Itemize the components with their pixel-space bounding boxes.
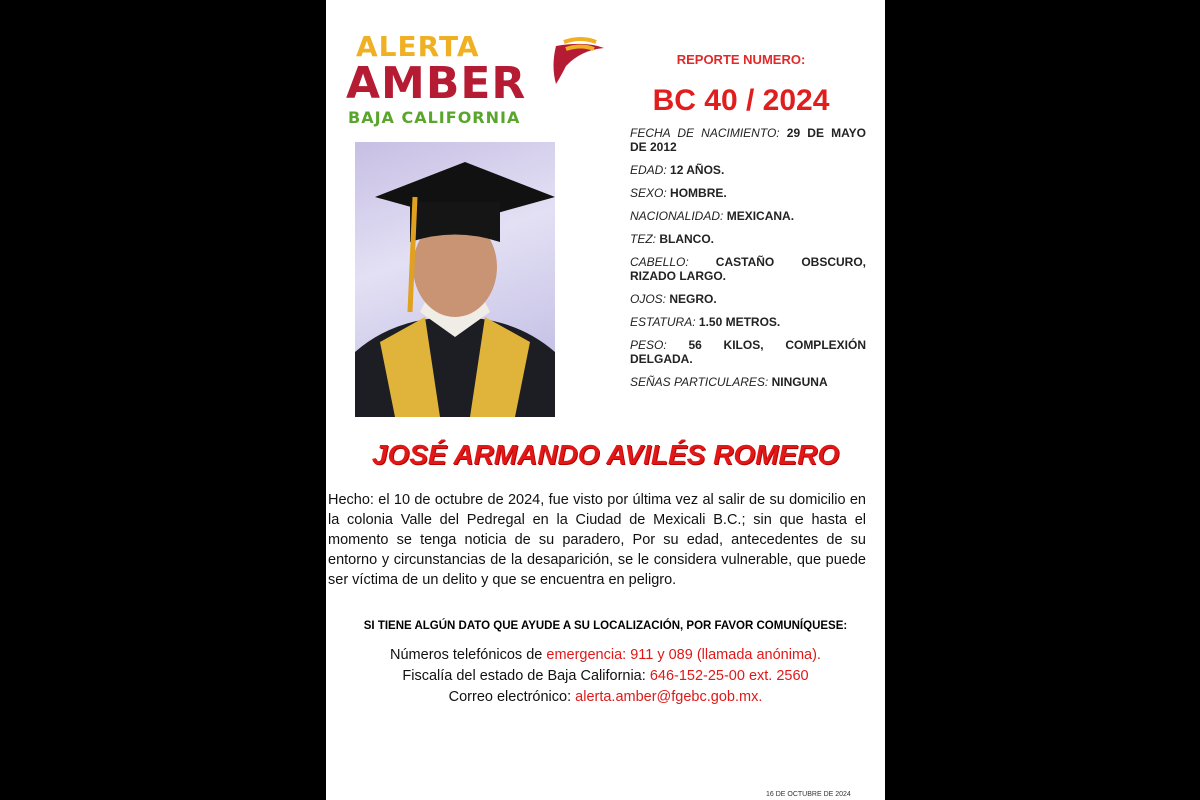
logo-line1: ALERTA <box>356 30 480 63</box>
call-to-action: SI TIENE ALGÚN DATO QUE AYUDE A SU LOCALIZACIÓN, POR FAVOR COMUNÍQUESE: <box>363 620 848 632</box>
contact-emergency: Números telefónicos de emergencia: 911 y 089 (llamada anónima). <box>390 647 821 663</box>
email-link[interactable]: alerta.amber@fgebc.gob.mx. <box>575 689 763 705</box>
detail-weight: PESO: 56 KILOS, COMPLEXIÓN DELGADA. <box>630 338 866 366</box>
contact-email: Correo electrónico: alerta.amber@fgebc.gob.mx. <box>448 689 763 705</box>
person-name: JOSÉ ARMANDO AVILÉS ROMERO <box>371 439 840 470</box>
detail-birthdate: FECHA DE NACIMIENTO: 29 DE MAYO DE 2012 <box>630 126 866 154</box>
report-number: BC 40 / 2024 <box>652 84 830 117</box>
contact-info <box>326 645 885 708</box>
details-list <box>630 126 866 398</box>
contact-fiscalia: Fiscalía del estado de Baja California: 646-152-25-00 ext. 2560 <box>402 668 809 684</box>
detail-nationality: NACIONALIDAD: MEXICANA. <box>630 209 795 223</box>
logo-line2: AMBER <box>346 58 527 109</box>
detail-height: ESTATURA: 1.50 METROS. <box>630 315 781 329</box>
missing-person-photo <box>355 142 555 417</box>
footer-date: 16 DE OCTUBRE DE 2024 <box>766 791 851 798</box>
detail-eyes: OJOS: NEGRO. <box>630 292 717 306</box>
detail-hair: CABELLO: CASTAÑO OBSCURO, RIZADO LARGO. <box>630 255 866 283</box>
incident-description: Hecho: el 10 de octubre de 2024, fue visto por última vez al salir de su domicilio en la colonia Valle del Pedregal en la Ciudad de Mexicali B.C.; sin que hasta el momento se tenga noticia de su paradero, Por su edad, antecedentes de su entorno y circunstancias de la desaparición, se le considera vulnerable, que puede ser víctima de un delito y que se encuentra en peligro. <box>328 492 866 588</box>
logo-line3: BAJA CALIFORNIA <box>348 108 521 127</box>
alert-poster <box>326 0 885 800</box>
horn-icon <box>536 36 606 86</box>
detail-marks: SEÑAS PARTICULARES: NINGUNA <box>630 375 828 389</box>
detail-age: EDAD: 12 AÑOS. <box>630 163 725 177</box>
detail-complexion: TEZ: BLANCO. <box>630 232 715 246</box>
alerta-amber-logo <box>346 30 596 129</box>
detail-sex: SEXO: HOMBRE. <box>630 186 727 200</box>
report-label: REPORTE NUMERO: <box>676 52 806 67</box>
